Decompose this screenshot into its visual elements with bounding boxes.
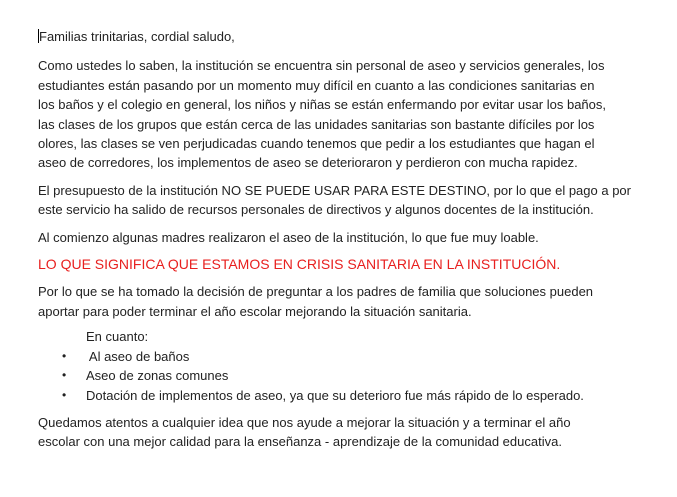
bullet-icon: • bbox=[62, 348, 67, 363]
bullet-list bbox=[38, 347, 638, 405]
paragraph-mothers: Al comienzo algunas madres realizaron el aseo de la institución, lo que fue muy loable. bbox=[38, 229, 539, 245]
paragraph-line: los baños y el colegio en general, los niños y niñas se están enfermando por evitar usar los baños, bbox=[38, 97, 607, 113]
paragraph-decision bbox=[38, 282, 638, 321]
paragraph-budget bbox=[38, 181, 638, 220]
paragraph-line: Quedamos atentos a cualquier idea que nos ayude a mejorar la situación y a terminar el año bbox=[38, 414, 571, 430]
bullet-icon: • bbox=[62, 368, 67, 383]
paragraph-line: Por lo que se ha tomado la decisión de preguntar a los padres de familia que soluciones pueden bbox=[38, 284, 594, 300]
paragraph-line: aseo de corredores, los implementos de aseo se deterioraron y perdieron con mucha rapidez. bbox=[38, 155, 578, 171]
list-intro: En cuanto: bbox=[86, 329, 149, 345]
list-item-text: Al aseo de baños bbox=[86, 348, 190, 364]
list-item bbox=[38, 347, 638, 366]
list-item-text: Dotación de implementos de aseo, ya que su deterioro fue más rápido de lo esperado. bbox=[86, 387, 584, 403]
paragraph-line: las clases de los grupos que están cerca de las unidades sanitarias son bastante difíciles por los bbox=[38, 116, 595, 132]
list-item bbox=[38, 366, 638, 385]
greeting-text: Familias trinitarias, cordial saludo, bbox=[39, 29, 235, 44]
paragraph-line: aportar para poder terminar el año escolar mejorando la situación sanitaria. bbox=[38, 303, 472, 319]
crisis-alert: LO QUE SIGNIFICA QUE ESTAMOS EN CRISIS SANITARIA EN LA INSTITUCIÓN. bbox=[38, 256, 561, 273]
paragraph-situation bbox=[38, 56, 638, 172]
paragraph-line: Como ustedes lo saben, la institución se encuentra sin personal de aseo y servicios generales, los bbox=[38, 58, 605, 74]
paragraph-line: estudiantes están pasando por un momento muy difícil en cuanto a las condiciones sanitarias en bbox=[38, 77, 595, 93]
paragraph-line: olores, las clases se ven perjudicadas cuando tenemos que pedir a los estudiantes que hagan el bbox=[38, 136, 595, 152]
document-body bbox=[38, 27, 638, 452]
paragraph-line: El presupuesto de la institución NO SE PUEDE USAR PARA ESTE DESTINO, por lo que el pago a por bbox=[38, 182, 631, 198]
list-item bbox=[38, 386, 638, 405]
paragraph-closing bbox=[38, 413, 638, 452]
bullet-icon: • bbox=[62, 387, 67, 402]
paragraph-line: este servicio ha salido de recursos personales de directivos y algunos docentes de la institución. bbox=[38, 202, 594, 218]
paragraph-line: escolar con una mejor calidad para la enseñanza - aprendizaje de la comunidad educativa. bbox=[38, 434, 562, 450]
greeting bbox=[38, 27, 638, 46]
list-item-text: Aseo de zonas comunes bbox=[86, 368, 229, 384]
